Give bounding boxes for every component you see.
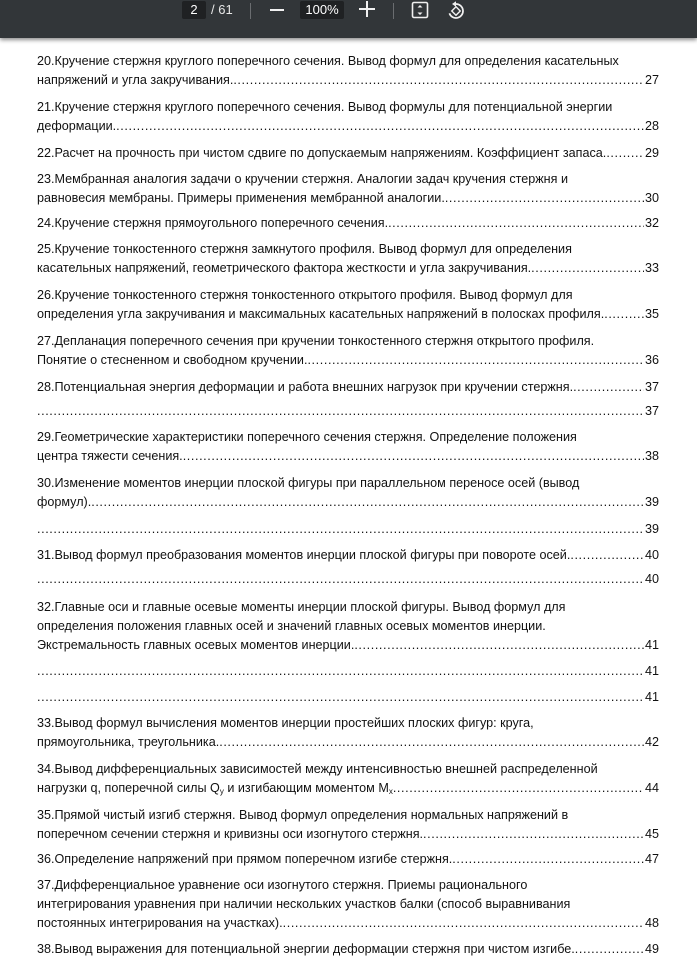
toc-entry[interactable] <box>37 214 659 233</box>
toc-page-number: 45 <box>644 827 659 841</box>
toc-entry[interactable] <box>37 286 659 324</box>
toc-page-number: 30 <box>644 191 659 205</box>
toc-entry[interactable] <box>37 760 659 798</box>
toc-entry[interactable] <box>37 662 659 681</box>
toc-page-number: 37 <box>644 404 659 418</box>
toc-entry[interactable] <box>37 940 659 959</box>
dot-leader <box>388 214 644 233</box>
toc-line <box>37 570 659 589</box>
toc-entry[interactable] <box>37 428 659 466</box>
toc-entry[interactable] <box>37 240 659 278</box>
dot-leader <box>183 447 644 466</box>
dot-leader <box>570 546 644 565</box>
toc-entry[interactable] <box>37 714 659 752</box>
toc-line <box>37 850 659 869</box>
toc-entry[interactable] <box>37 144 659 163</box>
toc-line <box>37 520 659 539</box>
toc-entry[interactable] <box>37 98 659 136</box>
toc-page-number: 41 <box>644 664 659 678</box>
toc-page-number: 27 <box>644 73 659 87</box>
toc-entry[interactable] <box>37 876 659 933</box>
pdf-toolbar <box>0 0 697 38</box>
toc-entry-text: 24.Кручение стержня прямоугольного поперечного сечения. <box>37 216 389 230</box>
toc-entry-text <box>37 779 393 798</box>
toc-line <box>37 259 659 278</box>
toc-line <box>37 940 659 959</box>
toc-entry[interactable] <box>37 688 659 707</box>
toc-line <box>37 617 659 636</box>
toc-line <box>37 98 659 117</box>
toc-entry-text: нагрузки q, поперечной силы Q <box>37 781 220 795</box>
dot-leader <box>91 493 644 512</box>
toc-line <box>37 378 659 397</box>
toc-page-number: 38 <box>644 449 659 463</box>
page-number-input[interactable]: 2 <box>182 1 206 19</box>
toc-line <box>37 240 659 259</box>
dot-leader <box>307 351 644 370</box>
toc-entry-text: 37.Дифференциальное уравнение оси изогнутого стержня. Приемы рационального <box>37 878 528 892</box>
dot-leader <box>575 940 644 959</box>
toc-entry-text: 38.Вывод выражения для потенциальной энергии деформации стержня при чистом изгибе. <box>37 942 575 956</box>
toc-entry-text: и изгибающим моментом M <box>227 781 389 795</box>
dot-leader <box>116 117 644 136</box>
toc-page-number: 40 <box>644 572 659 586</box>
toc-line <box>37 806 659 825</box>
toc-entry[interactable] <box>37 378 659 397</box>
toc-line <box>37 636 659 655</box>
dot-leader <box>219 733 644 752</box>
rotate-icon[interactable] <box>446 1 466 21</box>
toc-page-number: 36 <box>644 353 659 367</box>
toc-page-number: 32 <box>644 216 659 230</box>
page-count <box>211 1 233 19</box>
toc-entry-text: 20.Кручение стержня круглого поперечного сечения. Вывод формул для определения касательных <box>37 54 619 68</box>
toc-line <box>37 402 659 421</box>
toc-page-number: 41 <box>644 690 659 704</box>
dot-leader <box>37 688 644 707</box>
toc-entry-text: определения угла закручивания и максимальных касательных напряжений в полосках профиля. <box>37 307 605 321</box>
toc-line <box>37 170 659 189</box>
toc-entry-text: Экстремальность главных осевых моментов инерции. <box>37 638 355 652</box>
toc-entry-text: поперечном сечении стержня и кривизны оси изогнутого стержня. <box>37 827 424 841</box>
toc-entry-text: деформации. <box>37 119 117 133</box>
dot-leader <box>354 636 644 655</box>
toc-line <box>37 189 659 208</box>
toc-page-number: 44 <box>644 781 659 795</box>
dot-leader <box>37 520 644 539</box>
toc-entry[interactable] <box>37 520 659 539</box>
toc-entry[interactable] <box>37 332 659 370</box>
toc-page-number: 42 <box>644 735 659 749</box>
toc-line <box>37 117 659 136</box>
toc-page-number: 49 <box>644 942 659 956</box>
toc-page-number: 37 <box>644 380 659 394</box>
toc-line <box>37 688 659 707</box>
toc-entry[interactable] <box>37 474 659 512</box>
toc-page-number: 48 <box>644 916 659 930</box>
toc-entry-text: равновесия мембраны. Примеры применения мембранной аналогии. <box>37 191 445 205</box>
toc-entry-text: 29.Геометрические характеристики поперечного сечения стержня. Определение положения <box>37 430 577 444</box>
toc-line <box>37 214 659 233</box>
toolbar-divider <box>250 3 251 19</box>
toc-entry-text: 30.Изменение моментов инерции плоской фигуры при параллельном переносе осей (вывод <box>37 476 580 490</box>
toc-entry[interactable] <box>37 570 659 589</box>
toc-line <box>37 876 659 895</box>
dot-leader <box>283 914 644 933</box>
toc-line <box>37 428 659 447</box>
dot-leader <box>37 662 644 681</box>
toc-line <box>37 332 659 351</box>
dot-leader <box>445 189 644 208</box>
toc-line <box>37 52 659 71</box>
toc-line <box>37 351 659 370</box>
toc-entry-text: 35.Прямой чистый изгиб стержня. Вывод формул определения нормальных напряжений в <box>37 808 569 822</box>
toc-entry[interactable] <box>37 598 659 655</box>
total-pages: 61 <box>218 2 233 17</box>
toc-entry[interactable] <box>37 402 659 421</box>
toc-page-number: 47 <box>644 852 659 866</box>
dot-leader <box>531 259 644 278</box>
toc-line <box>37 825 659 844</box>
toc-entry-text: 27.Депланация поперечного сечения при кручении тонкостенного стержня открытого профиля. <box>37 334 595 348</box>
toc-entry-text: 22.Расчет на прочность при чистом сдвиге по допускаемым напряжениям. Коэффициент запаса. <box>37 146 607 160</box>
toc-entry-text: 23.Мембранная аналогия задачи о кручении стержня. Аналогии задач кручения стержня и <box>37 172 568 186</box>
toc-line <box>37 144 659 163</box>
toc-entry[interactable] <box>37 806 659 844</box>
toc-entry-text: постоянных интегрирования на участках). <box>37 916 283 930</box>
fit-to-page-icon[interactable] <box>411 1 429 19</box>
zoom-out-icon[interactable] <box>270 9 284 11</box>
toc-entry[interactable] <box>37 850 659 869</box>
toc-entry-text: 28.Потенциальная энергия деформации и работа внешних нагрузок при кручении стержня. <box>37 380 574 394</box>
toc-line <box>37 474 659 493</box>
toc-entry-text: определения положения главных осей и значений главных осевых моментов инерции. <box>37 619 546 633</box>
toc-page-number: 28 <box>644 119 659 133</box>
toc-entry[interactable] <box>37 52 659 90</box>
toc-page-number: 39 <box>644 522 659 536</box>
dot-leader <box>393 779 644 798</box>
toc-line <box>37 598 659 617</box>
toc-line <box>37 779 659 798</box>
toc-entry-text: касательных напряжений, геометрического фактора жесткости и угла закручивания. <box>37 261 532 275</box>
toc-page-number: 33 <box>644 261 659 275</box>
toc-entry-text: центра тяжести сечения. <box>37 449 183 463</box>
subscript: x <box>388 787 393 796</box>
toc-line <box>37 733 659 752</box>
toolbar-divider <box>393 3 394 19</box>
toc-entry[interactable] <box>37 546 659 565</box>
page-separator: / <box>211 2 215 17</box>
subscript: y <box>219 787 224 796</box>
toc-line <box>37 71 659 90</box>
toc-entry-text: напряжений и угла закручивания. <box>37 73 234 87</box>
toc-line <box>37 286 659 305</box>
dot-leader <box>233 71 644 90</box>
dot-leader <box>573 378 644 397</box>
dot-leader <box>606 144 644 163</box>
toc-page-number: 40 <box>644 548 659 562</box>
toc-entry-text: интегрирования уравнения при наличии нескольких участков балки (способ выравнивания <box>37 897 571 911</box>
toc-line <box>37 305 659 324</box>
toc-entry-text: 25.Кручение тонкостенного стержня замкнутого профиля. Вывод формул для определения <box>37 242 572 256</box>
toc-entry-text: 36.Определение напряжений при прямом поперечном изгибе стержня. <box>37 852 453 866</box>
dot-leader <box>37 402 644 421</box>
zoom-in-icon[interactable] <box>359 1 375 17</box>
toc-line <box>37 493 659 512</box>
toc-entry-text: 31.Вывод формул преобразования моментов инерции плоской фигуры при повороте осей. <box>37 548 571 562</box>
toc-entry-text: формул). <box>37 495 92 509</box>
toc-entry-text: прямоугольника, треугольника. <box>37 735 220 749</box>
dot-leader <box>604 305 644 324</box>
toc-page-number: 41 <box>644 638 659 652</box>
toc-page-number: 39 <box>644 495 659 509</box>
toc-entry-text: 32.Главные оси и главные осевые моменты инерции плоской фигуры. Вывод формул для <box>37 600 566 614</box>
toc-line <box>37 914 659 933</box>
zoom-level-input[interactable]: 100% <box>300 1 344 19</box>
toc-entry-text: 21.Кручение стержня круглого поперечного сечения. Вывод формулы для потенциальной энергии <box>37 100 613 114</box>
toc-line <box>37 714 659 733</box>
dot-leader <box>423 825 644 844</box>
toc-line <box>37 760 659 779</box>
dot-leader <box>452 850 644 869</box>
toc-entry[interactable] <box>37 170 659 208</box>
toc-page-number: 29 <box>644 146 659 160</box>
toc-entry-text: 34.Вывод дифференциальных зависимостей между интенсивностью внешней распределенной <box>37 762 598 776</box>
toc-line <box>37 447 659 466</box>
toc-line <box>37 662 659 681</box>
toc-line <box>37 546 659 565</box>
toc-page-number: 35 <box>644 307 659 321</box>
toc-entry-text: 26.Кручение тонкостенного стержня тонкостенного открытого профиля. Вывод формул для <box>37 288 573 302</box>
dot-leader <box>37 570 644 589</box>
toc-entry-text: Понятие о стесненном и свободном кручении. <box>37 353 308 367</box>
toc-entry-text: 33.Вывод формул вычисления моментов инерции простейших плоских фигур: круга, <box>37 716 534 730</box>
toc-line <box>37 895 659 914</box>
